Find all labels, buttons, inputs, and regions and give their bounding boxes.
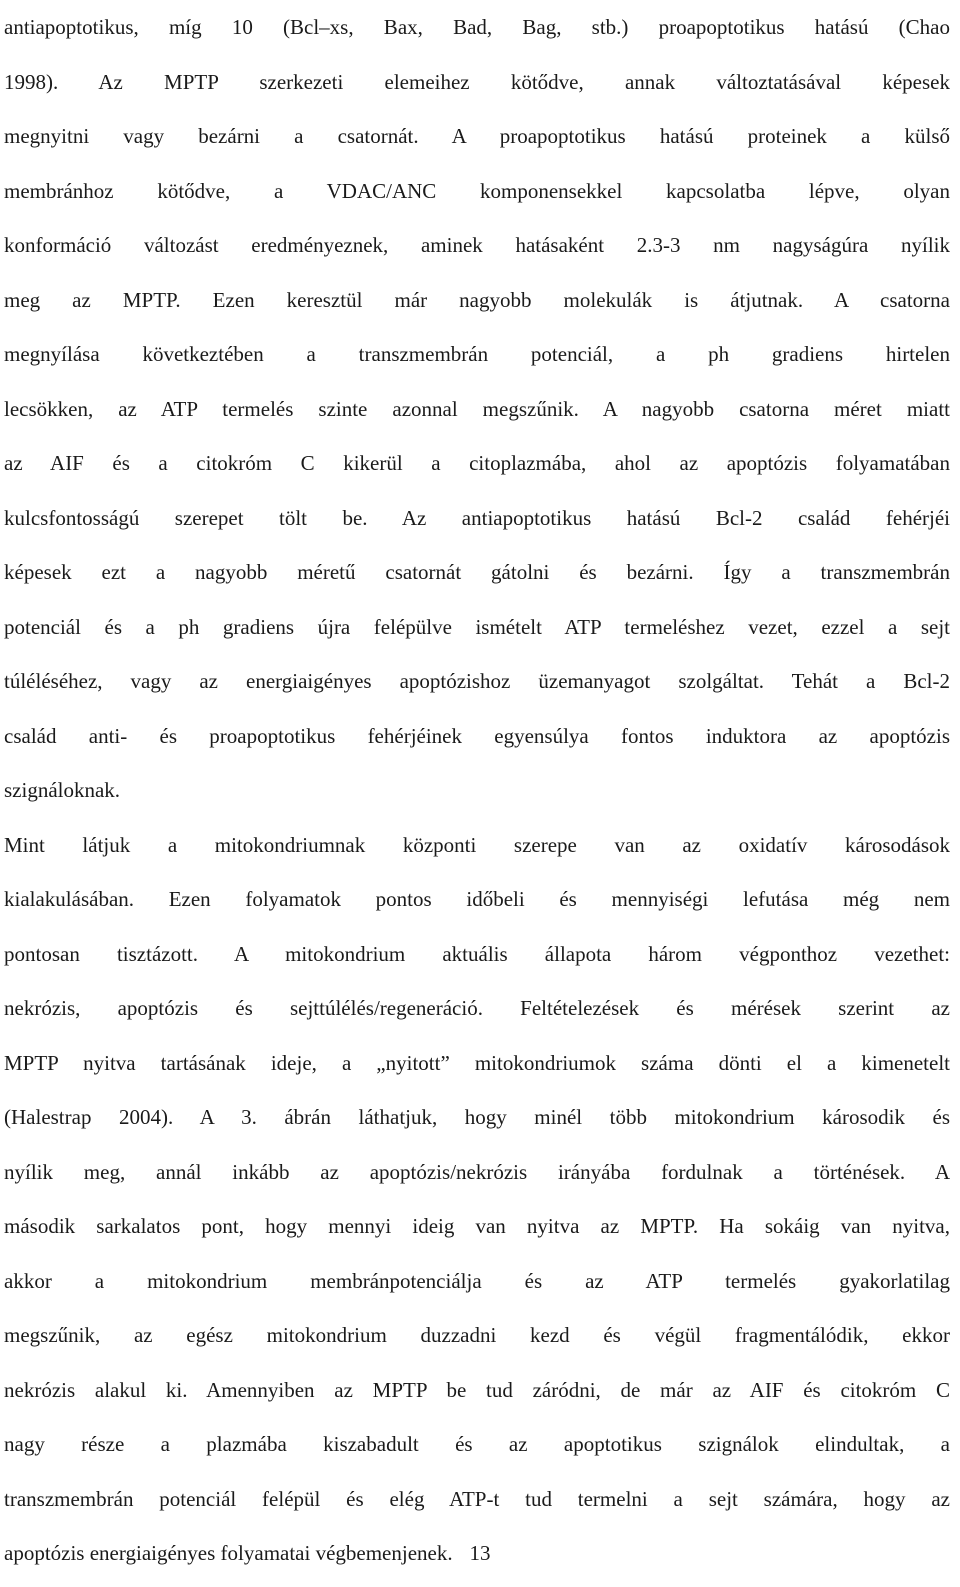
text-line: potenciál és a ph gradiens újra felépülve ismételt ATP termeléshez vezet, ezzel a sejt (4, 614, 950, 639)
text-line: lecsökken, az ATP termelés szinte azonnal megszűnik. A nagyobb csatorna méret miatt (4, 396, 950, 421)
text-line: apoptózis energiaigényes folyamatai végbemenjenek. (4, 1541, 453, 1565)
text-line: Mint látjuk a mitokondriumnak központi szerepe van az oxidatív károsodások (4, 832, 950, 857)
text-line: túléléséhez, vagy az energiaigényes apoptózishoz üzemanyagot szolgáltat. Tehát a Bcl-2 (4, 669, 950, 693)
text-line: (Halestrap 2004). A 3. ábrán láthatjuk, hogy minél több mitokondrium károsodik és (4, 1105, 950, 1129)
text-line: az AIF és a citokróm C kikerül a citoplazmába, ahol az apoptózis folyamatában (4, 451, 950, 475)
text-line: kialakulásában. Ezen folyamatok pontos időbeli és mennyiségi lefutása még nem (4, 887, 950, 911)
text-line: megnyitni vagy bezárni a csatornát. A proapoptotikus hatású proteinek a külső (4, 124, 950, 148)
text-line: kulcsfontosságú szerepet tölt be. Az antiapoptotikus hatású Bcl-2 család fehérjéi (4, 505, 950, 530)
text-line: nyílik meg, annál inkább az apoptózis/nekrózis irányába fordulnak a történések. A (4, 1159, 950, 1184)
text-line: család anti- és proapoptotikus fehérjéinek egyensúlya fontos induktora az apoptózis (4, 723, 950, 748)
text-line: transzmembrán potenciál felépül és elég ATP-t tud termelni a sejt számára, hogy az (4, 1486, 950, 1511)
text-line: képesek ezt a nagyobb méretű csatornát gátolni és bezárni. Így a transzmembrán (4, 560, 950, 584)
document-page (4, 0, 950, 1581)
text-line: membránhoz kötődve, a VDAC/ANC komponensekkel kapcsolatba lépve, olyan (4, 178, 950, 203)
text-line: szignáloknak. (4, 778, 121, 802)
text-line: 1998). Az MPTP szerkezeti elemeihez kötődve, annak változtatásával képesek (4, 69, 950, 94)
text-line: nagy része a plazmába kiszabadult és az apoptotikus szignálok elindultak, a (4, 1432, 950, 1456)
text-line: konformáció változást eredményeznek, aminek hatásaként 2.3-3 nm nagyságúra nyílik (4, 233, 950, 257)
text-line: antiapoptotikus, míg 10 (Bcl–xs, Bax, Bad, Bag, stb.) proapoptotikus hatású (Chao (4, 15, 950, 39)
page-number: 13 (469, 1541, 491, 1565)
text-line: MPTP nyitva tartásának ideje, a „nyitott” mitokondriumok száma dönti el a kimenetelt (4, 1050, 950, 1075)
text-line: második sarkalatos pont, hogy mennyi ideig van nyitva az MPTP. Ha sokáig van nyitva, (4, 1214, 950, 1238)
text-line: megszűnik, az egész mitokondrium duzzadni kezd és végül fragmentálódik, ekkor (4, 1323, 950, 1347)
paragraph-mitochondrion-role (4, 818, 950, 1581)
text-line: meg az MPTP. Ezen keresztül már nagyobb molekulák is átjutnak. A csatorna (4, 287, 950, 312)
paragraph-mptp-regulation (4, 0, 950, 818)
text-line: akkor a mitokondrium membránpotenciálja és az ATP termelés gyakorlatilag (4, 1268, 950, 1293)
text-line: nekrózis alakul ki. Amennyiben az MPTP be tud záródni, de már az AIF és citokróm C (4, 1377, 950, 1402)
text-line: pontosan tisztázott. A mitokondrium aktuális állapota három végponthoz vezethet: (4, 941, 950, 966)
text-line: nekrózis, apoptózis és sejttúlélés/regeneráció. Feltételezések és mérések szerint az (4, 996, 950, 1020)
text-line: megnyílása következtében a transzmembrán potenciál, a ph gradiens hirtelen (4, 342, 950, 366)
